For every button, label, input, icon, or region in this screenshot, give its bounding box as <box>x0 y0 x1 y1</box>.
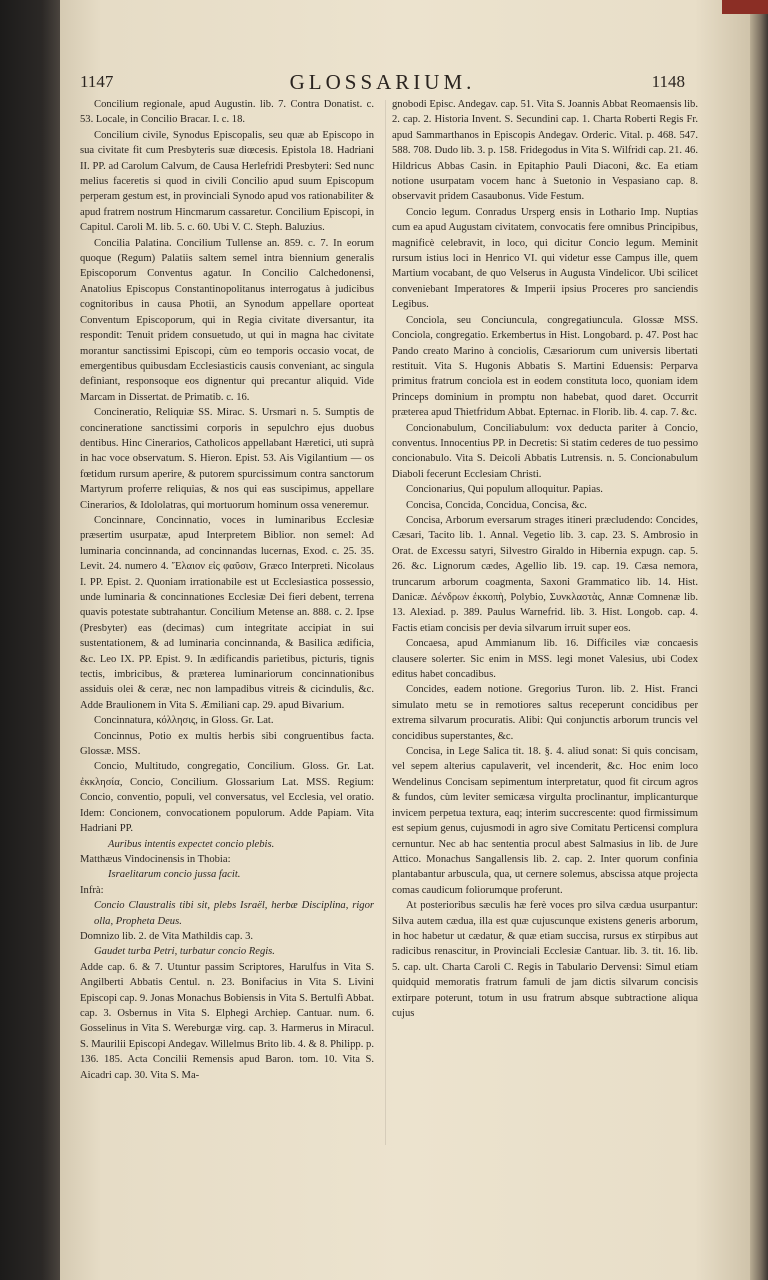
page-number-right: 1148 <box>651 72 685 91</box>
verse-line: Concio Claustralis tibi sit, plebs Israël, herbæ Disciplina, rigor olla, Propheta Deus. <box>94 900 374 927</box>
entry-concionarius: Concionarius, Qui populum alloquitur. Papias. <box>406 484 603 496</box>
entry-concineratio: Concineratio, Reliquiæ SS. Mirac. S. Ursmari n. 5. Sumptis de concineratione sanctissimi corporis in sepulchro ejus duobus dentibus. Hinc Cinerarios, Catholicos appellabant Hæretici, uti suprà in hac voce observatum. S. Hieron. Epist. 53. Ais Vigilantium — os fœtidum rursum aperire, & putorem spurcissimum contra sanctorum Martyrum proferre reliquias, & nos qui eas suscipimus, appellare Cinerarios, & Idololatras, qui mortuorum hominum ossa veneremur. <box>80 407 374 511</box>
entry-continuation: gnobodi Episc. Andegav. cap. 51. Vita S. Joannis Abbat Reomaensis lib. 2. cap. 2. Historia Invent. S. Secundini cap. 1. Charta Roberti Regis Fr. apud Sammarthanos in Episcopis Andegav. Orderic. Vital. p. 468. 547. 588. 708. Dudo lib. 3. p. 158. Fridegodus in Vita S. Wilfridi cap. 21. 46. Hildricus Abbas Casin. in Epitaphio Pauli Diaconi, &c. Ea etiam notione usurpatam vocem hanc à Suetonio in Vespasiano cap. 8. observavit pridem Casaubonus. Vide Festum. <box>392 99 698 203</box>
right-column <box>392 97 698 1147</box>
column-divider <box>385 100 386 1145</box>
entry-silva-caedua: At posterioribus sæculis hæ ferè voces pro silva cædua usurpantur: Silva autem cædua, illa est quæ cujuscunque existens generis arborum, in hoc habetur ut cædatur, & quæ etiam succisa, rursus ex stirpibus aut radicibus renascitur, in Provinciali Ecclesiæ Cantuar. lib. 3. tit. 16. lib. 5. cap. ult. Charta Caroli C. Regis in Tabulario Dervensi: Simul etiam quidquid memoratis fratrum famuli de jam dictis silvarum concisis extirpare poterunt, totum in usu fratrum absque subtractione aliqua cujus <box>392 900 698 1019</box>
entry-concinnus: Concinnus, Potio ex multis herbis sibi congruentibus facta. Glossæ. MSS. <box>80 730 374 758</box>
citation-line: Matthæus Vindocinensis in Thobia: <box>80 853 231 865</box>
entry-continuation: Adde cap. 6. & 7. Utuntur passim Scriptores, Harulfus in Vita S. Angilberti Abbatis Centul. n. 23. Bonifacius in Vita S. Livini Episcopi cap. 9. Jonas Monachus Bobiensis in Vita S. Bertulfi Abbat. cap. 3. Osbernus in Vita S. Elphegi Archiep. Cantuar. num. 6. Gosselinus in Vita S. Wereburgæ virg. cap. 3. Harmerus in Miracul. S. Maurilii Episcopi Andegav. Willelmus Brito lib. 4. & 8. Philipp. p. 136. 185. Acta Concilii Remensis apud Baron. tom. 10. Vita S. Aicadri cap. 30. Vita S. Ma- <box>80 961 374 1081</box>
page-header <box>80 70 685 98</box>
entry-concilia-palatina: Concilia Palatina. Concilium Tullense an. 859. c. 7. In eorum quoque (Regum) Palatiis saltem semel intra biennium generalis Episcoporum Conventus agatur. In Concilio Calchedonensi, Anatolius Episcopus Constantinopolitanus interrogatus à judicibus cognitoribus in causa Photii, an Synodum appellare oporteat Conventum Episcoporum, qui in Regia civitate diversantur, ita respondit: Tenuit pridem consuetudo, ut qui in magna hac civitate morantur sanctissimi Episcopi, cùm eo temporis occasio vocat, de emergentibus quibusdam Ecclesiasticis causis conveniant, ac singula definiant, responsoque eos dignentur qui precantur aliquid. Vide Marcam in Dissertat. de Primatib. c. 16. <box>80 237 374 403</box>
book-gutter-shadow <box>0 0 60 1280</box>
entry-concisa-arborum: Concisa, Arborum eversarum strages itineri præcludendo: Concides, Cæsari, Tacito lib. 1. Annal. Vegetio lib. 3. cap. 23. S. Ambrosio in Orat. de Excessu satyri, Silvestro Giraldo in Hibernia expugn. cap. 5. 26. &c. Lignorum cædes, Agellio lib. 19. cap. 19. Cæsa nemora, truncarum arborum coagmenta, Saxoni Grammatico lib. 14. Hist. Danicæ. Δένδρων ἐκκοπὴ, Polybio, Συνκλαστὰς, Annæ Comnenæ lib. 13. Alexiad. p. 389. Paulus Warnefrid. lib. 3. Hist. Longob. cap. 4. Factis etiam concisis per devia silvarum irruit super eos. <box>392 514 698 634</box>
entry-concio-legum: Concio legum. Conradus Ursperg ensis in Lothario Imp. Nuptias cum ea apud Augustam civitatem, convocatis fere omnibus Principibus, magnificè celebravit, in loco, qui dicitur Concio legum. Meminit rursum istius loci in Henrico VI. qui videtur esse Campus ille, quem Martium vocabant, de quo Velserus in Augusta Vindelicor. Ubi scilicet conveniebant Imperatores & Imperii ipsius Proceres pro sanciendis Legibus. <box>392 206 698 311</box>
page-edge <box>750 0 768 1280</box>
citation-line: Domnizo lib. 2. de Vita Mathildis cap. 3. <box>80 930 254 942</box>
entry-concilium-civile: Concilium civile, Synodus Episcopalis, seu quæ ab Episcopo in sua civitate fit cum Presbyteris suæ diœcesis. Epistola 18. Hadriani II. PP. ad Carolum Calvum, de Causa Herlefridi Presbyteri: Sed nunc melius faceretis si quod in civili Concilio apud suum Episcopum perperam gestum est, in provinciali Synodo apud vos rationabiliter & apud fratrem nostrum Hincmarum cassaretur. Concilium Episcopi, in Capitul. Caroli M. lib. 5. c. 60. Ubi V. C. Steph. Baluzius. <box>80 129 374 234</box>
entry-concaesa: Concaesa, apud Ammianum lib. 16. Difficiles viæ concaesis clausere solerter. Sic enim in MSS. legi monet Valesius, ubi Codex editus habet concadibus. <box>392 638 698 681</box>
citation-line: Infrà: <box>80 884 104 896</box>
verse-line: Israelitarum concio jussa facit. <box>108 869 241 881</box>
page-number-left: 1147 <box>80 72 114 91</box>
verse-line: Gaudet turba Petri, turbatur concio Regis. <box>94 946 275 958</box>
entry-concisa-heading: Concisa, Concida, Concidua, Concisa, &c. <box>406 499 587 511</box>
bookmark-strip <box>722 0 768 14</box>
running-title: GLOSSARIUM. <box>289 70 476 94</box>
left-column <box>80 97 374 1147</box>
entry-concionabulum: Concionabulum, Conciliabulum: vox deducta pariter à Concio, conventus. Innocentius PP. in Decretis: Si statim cederes de tuo pessimo concionabulo. Vita S. Deicoli Abbatis Lutrensis. n. 5. Concionabulum Diaboli fecerunt Ecclesiam Christi. <box>392 422 698 480</box>
entry-concinnare: Concinnare, Concinnatio, voces in luminaribus Ecclesiæ præsertim usurpatæ, apud Interpretem Biblior. non semel: Ad luminaria concinnanda, ad concinnandas lucernas, Exod. c. 25. 35. Levit. 24. numero 4. Ἔλαιον εἰς φαῦσιν, Græco Interpreti. Nicolaus I. PP. Epist. 2. Quoniam irrationabile est ut Ecclesiastica possessio, unde luminaria & concinnationes Ecclesiæ Dei fieri debent, terrena quavis potestate subtrahantur. Concilium Metense an. 888. c. 2. Ipse (Presbyter) eas (decimas) cum integritate accipiat in sui sustentationem, & ad luminaria concinnanda, & Basilica ædificia, &c. Leo IX. PP. Epist. 9. In ædificandis parietibus, picturis, tignis tectis, imbricibus, & præterea luminariorum concinnationibus assiduis olei & ceræ, nec non lampadibus vitreis & cicindulis, &c. Adde Braulionem in Vita S. Æmiliani cap. 29. apud Bivarium. <box>80 514 374 711</box>
entry-concinnatura: Concinnatura, κόλλησις, in Gloss. Gr. Lat. <box>94 715 274 727</box>
entry-concides: Concides, eadem notione. Gregorius Turon. lib. 2. Hist. Franci simulato metu se in remotiores saltus receperunt concidibus per extrema silvarum procuratis. Alibi: Qui conjunctis arborum truncis vel concidibus superstantes, &c. <box>392 684 698 742</box>
entry-concilium-regionale: Concilium regionale, apud Augustin. lib. 7. Contra Donatist. c. 53. Locale, in Concilio Bracar. I. c. 18. <box>80 99 374 126</box>
entry-conciola: Conciola, seu Conciuncula, congregatiuncula. Glossæ MSS. Conciola, congregatio. Erkembertus in Hist. Longobard. p. 47. Post hac Pando creato Marino à conciolis, Cæsariorum cum universis libertati restituit. Vita S. Hugonis Abbatis S. Martini Eduensis: Perparva primitus fratrum conciola est in eodem constituta loco, quoniam idem Princeps dominium in promptu non habebat, quod daret. Occurrit præterea apud Thietfridum Abbat. Epternac. in Florib. lib. 4. cap. 7. &c. <box>392 314 698 419</box>
entry-concio: Concio, Multitudo, congregatio, Concilium. Gloss. Gr. Lat. ἐκκλησία, Concio, Concilium. Glossarium Lat. MSS. Regium: Concio, conventio, populi, vel conversatus, vel Ecclesia, vel oratio. Idem: Concionem, convocationem populorum. Adde Papiam. Vita Hadriani PP. <box>80 761 374 835</box>
entry-concisa-lex-salica: Concisa, in Lege Salica tit. 18. §. 4. aliud sonat: Si quis concisam, vel sepem alterius capulaverit, vel incenderit, &c. Hoc enim loco Wendelinus Concisam sepimentum interpretatur, quod fit circum agros & fundos, cùm leviter semicæsa virgulta proclinantur, implicanturque invicem perpetua textura, eaq; interim succrescente: quod firmissimum est sepium genus, cujusmodi in agro sive Comitatu Perticensi complura cernuntur. Nec ab hac sententia procul abest Salmasius in lib. de Jure Attico. Monachus Sangallensis lib. 2. cap. 2. Inter quorum confinia plantabantur arbuscula, qua, ut cernere solemus, abscissa atque projecta comas caudicum foliorumque proferunt. <box>392 746 698 896</box>
verse-line: Auribus intentis expectet concio plebis. <box>108 838 275 850</box>
